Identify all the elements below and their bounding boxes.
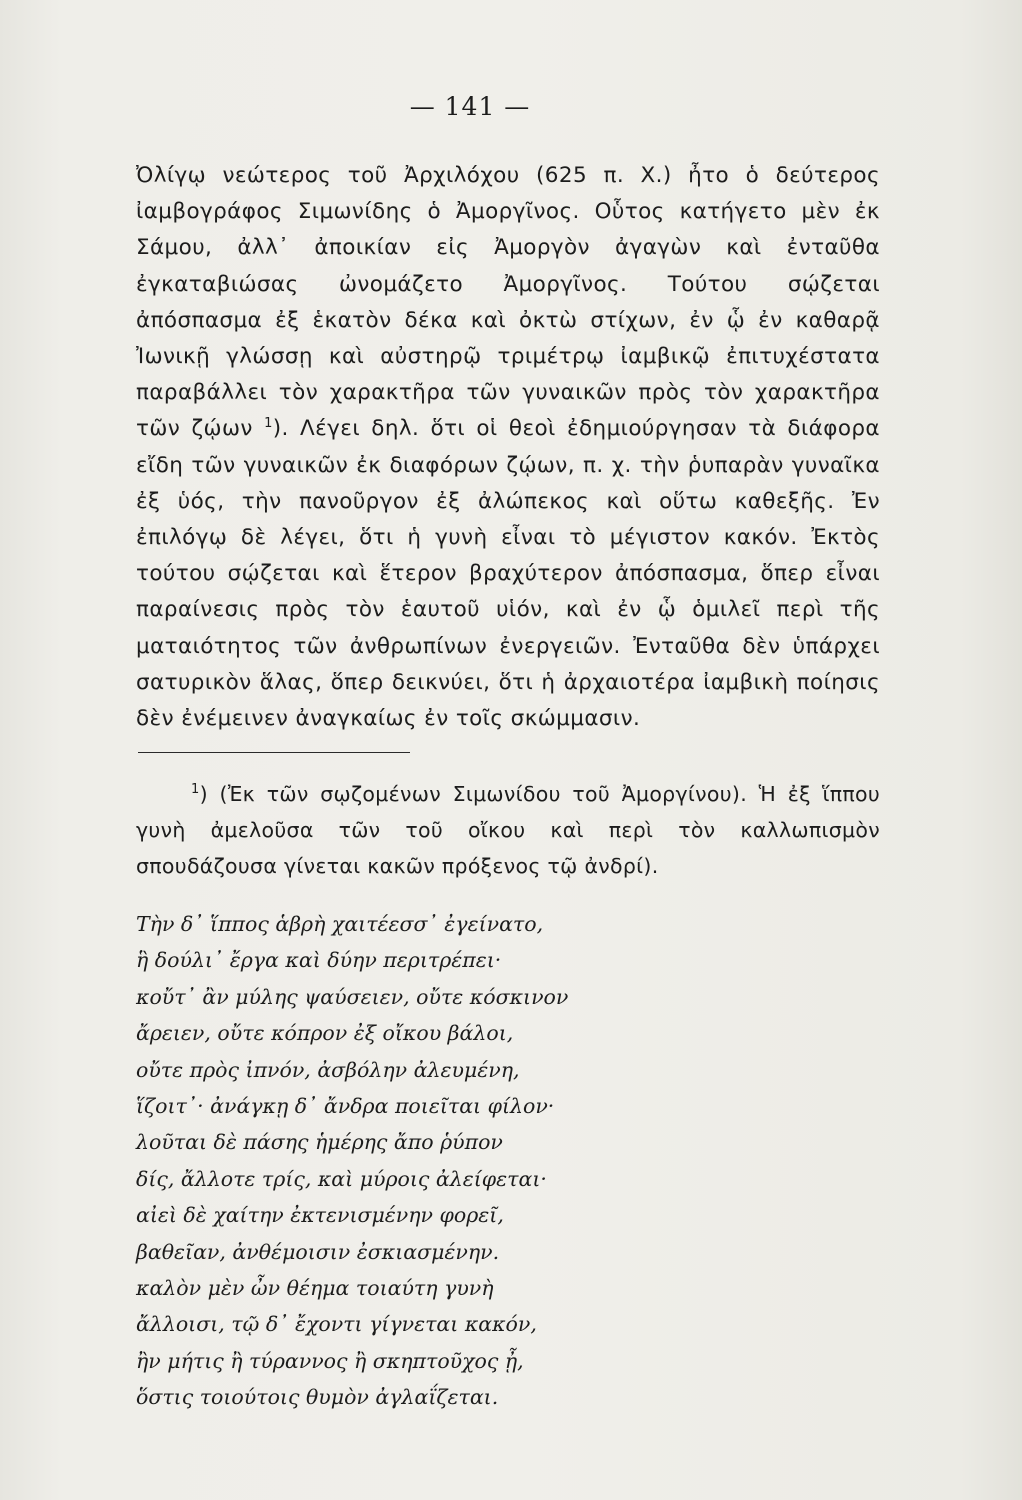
poem-line: δίς, ἄλλοτε τρίς, καὶ μύροις ἀλείφεται· bbox=[136, 1166, 547, 1191]
poem-line: ἵζοιτ᾽· ἀνάγκῃ δ᾽ ἄνδρα ποιεῖται φίλον· bbox=[136, 1094, 555, 1119]
main-paragraph bbox=[136, 158, 880, 737]
footnote-text bbox=[136, 776, 880, 884]
paragraph-text bbox=[136, 158, 880, 737]
poem-line: Τὴν δ᾽ ἵππος ἁβρὴ χαιτέεσσ᾽ ἐγείνατο, bbox=[136, 912, 544, 936]
footnote bbox=[136, 776, 880, 884]
poem-line: βαθεῖαν, ἀνθέμοισιν ἐσκιασμένην. bbox=[136, 1239, 500, 1264]
poem-line: οὔτε πρὸς ἰπνόν, ἀσβόλην ἀλευμένη, bbox=[136, 1057, 520, 1082]
footnote-divider bbox=[138, 752, 410, 753]
poem-line: ἣ δούλι᾽ ἔργα καὶ δύην περιτρέπει· bbox=[136, 948, 502, 973]
poem-line: ἄλλοισι, τῷ δ᾽ ἔχοντι γίγνεται κακόν, bbox=[136, 1312, 537, 1337]
poem-line: ἢν μήτις ἢ τύραννος ἢ σκηπτοῦχος ᾖ, bbox=[136, 1348, 524, 1373]
poem-line: κοὔτ᾽ ἂν μύλης ψαύσειεν, οὔτε κόσκινον bbox=[136, 984, 569, 1009]
footnote-reference: 1 bbox=[264, 416, 273, 432]
footnote-body: ) (Ἐκ τῶν σῳζομένων Σιμωνίδου τοῦ Ἀμοργίνου). Ἡ ἐξ ἵππου γυνὴ ἀμελοῦσα τῶν τοῦ οἴκου καὶ περὶ τὸν καλλωπισμὸν σπουδάζουσα γίνεται κακῶν πρόξενος τῷ ἀνδρί). bbox=[136, 782, 880, 878]
poem-line: αἰεὶ δὲ χαίτην ἐκτενισμένην φορεῖ, bbox=[136, 1203, 504, 1228]
paragraph-part-1: Ὀλίγῳ νεώτερος τοῦ Ἀρχιλόχου (625 π. Χ.) ἦτο ὁ δεύτερος ἰαμβογράφος Σιμωνίδης ὁ Ἀμοργῖνος. Οὗτος κατήγετο μὲν ἐκ Σάμου, ἀλλ᾽ ἀποικίαν εἰς Ἀμοργὸν ἀγαγὼν καὶ ἐνταῦθα ἐγκαταβιώσας ὠνομάζετο Ἀμοργῖνος. Τούτου σῴζεται ἀπόσπασμα ἐξ ἑκατὸν δέκα καὶ ὀκτὼ στίχων, ἐν ᾧ ἐν καθαρᾷ Ἰωνικῇ γλώσσῃ καὶ αὐστηρῷ τριμέτρῳ ἰαμβικῷ ἐπιτυχέστατα παραβάλλει τὸν χαρακτῆρα τῶν γυναικῶν πρὸς τὸν χαρακτῆρα τῶν ζῴων bbox=[136, 163, 880, 442]
page-number: — 141 — bbox=[409, 92, 531, 121]
footnote-marker: 1 bbox=[191, 782, 200, 798]
poem-line: καλὸν μὲν ὦν θέημα τοιαύτη γυνὴ bbox=[136, 1276, 494, 1301]
paragraph-part-2: ). Λέγει δηλ. ὅτι οἱ θεοὶ ἐδημιούργησαν τὰ διάφορα εἴδη τῶν γυναικῶν ἐκ διαφόρων ζῴων, π. χ. τὴν ῥυπαρὰν γυναῖκα ἐξ ὑός, τὴν πανοῦργον ἐξ ἀλώπεκος καὶ οὕτω καθεξῆς. Ἐν ἐπιλόγῳ δὲ λέγει, ὅτι ἡ γυνὴ εἶναι τὸ μέγιστον κακόν. Ἐκτὸς τούτου σῴζεται καὶ ἕτερον βραχύτερον ἀπόσπασμα, ὅπερ εἶναι παραίνεσις πρὸς τὸν ἑαυτοῦ υἱόν, καὶ ἐν ᾧ ὁμιλεῖ περὶ τῆς ματαιότητος τῶν ἀνθρωπίνων ἐνεργειῶν. Ἐνταῦθα δὲν ὑπάρχει σατυρικὸν ἅλας, ὅπερ δεικνύει, ὅτι ἡ ἀρχαιοτέρα ἰαμβικὴ ποίησις δὲν ἐνέμεινεν ἀναγκαίως ἐν τοῖς σκώμμασιν. bbox=[136, 416, 880, 732]
poem-line: ὅστις τοιούτοις θυμὸν ἀγλαΐζεται. bbox=[136, 1385, 499, 1410]
poem-quotation bbox=[136, 906, 796, 1416]
poem-line: λοῦται δὲ πάσης ἡμέρης ἄπο ῥύπον bbox=[136, 1130, 503, 1155]
poem-line: ἄρειεν, οὔτε κόπρον ἐξ οἴκου βάλοι, bbox=[136, 1021, 514, 1046]
